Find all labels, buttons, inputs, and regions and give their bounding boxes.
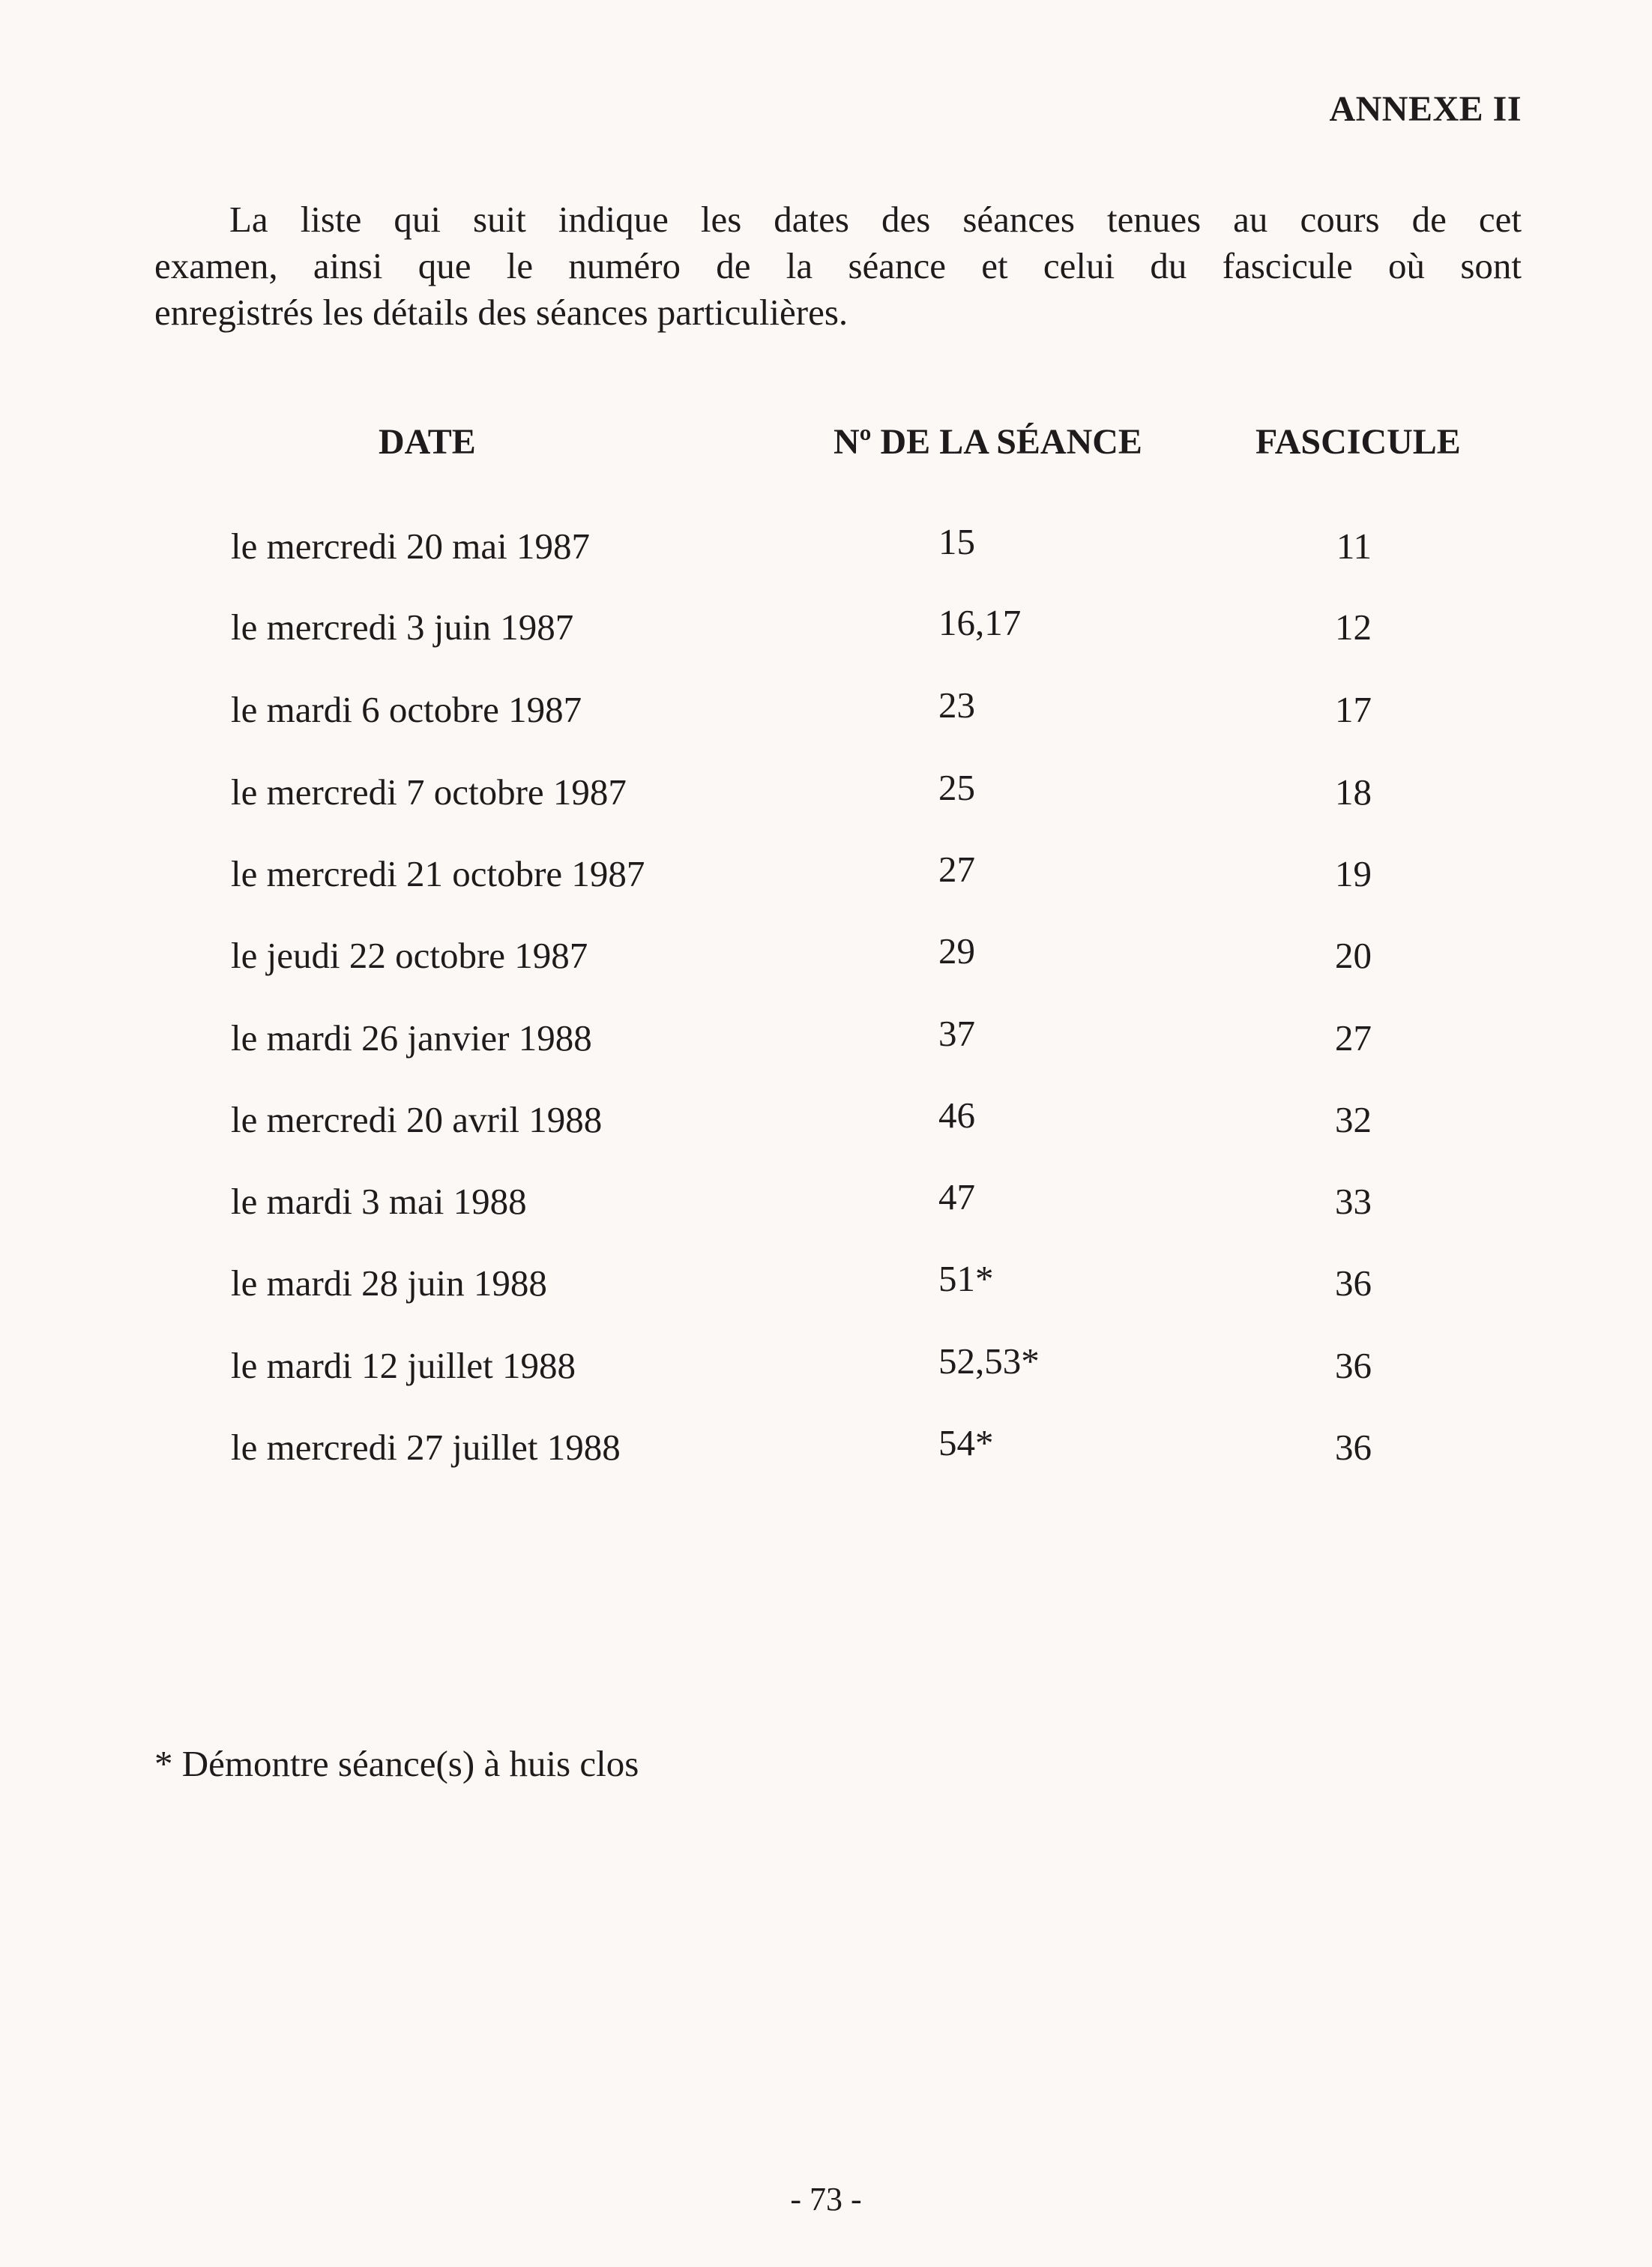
date-cell: le mardi 3 mai 1988 [231, 1181, 527, 1222]
table-row [0, 521, 1652, 577]
table-row [0, 684, 1652, 741]
date-cell: le mercredi 20 avril 1988 [231, 1099, 603, 1140]
fascicule-cell: 27 [1335, 1017, 1372, 1059]
table-row [0, 1340, 1652, 1397]
fascicule-cell: 12 [1335, 606, 1372, 648]
fascicule-cell: 33 [1335, 1181, 1372, 1222]
seance-cell: 47 [938, 1176, 975, 1217]
fascicule-cell: 32 [1335, 1099, 1372, 1140]
table-row [0, 602, 1652, 658]
annex-title: ANNEXE II [1329, 89, 1522, 129]
date-cell: le mercredi 20 mai 1987 [231, 526, 590, 567]
seance-cell: 54* [938, 1422, 994, 1463]
intro-line: examen, ainsi que le numéro de la séance et celui du fascicule où sont [154, 245, 1522, 286]
column-header-fascicule: FASCICULE [1255, 422, 1461, 462]
seance-cell: 37 [938, 1013, 975, 1054]
page-number: - 73 - [790, 2181, 862, 2218]
fascicule-cell: 19 [1335, 853, 1372, 894]
fascicule-cell: 18 [1335, 771, 1372, 813]
date-cell: le mardi 6 octobre 1987 [231, 689, 582, 730]
fascicule-cell: 36 [1335, 1427, 1372, 1468]
table-row [0, 1258, 1652, 1314]
fascicule-cell: 17 [1335, 689, 1372, 730]
table-row [0, 1013, 1652, 1069]
table-row [0, 849, 1652, 905]
date-cell: le jeudi 22 octobre 1987 [231, 935, 588, 976]
intro-line: enregistrés les détails des séances particulières. [154, 292, 848, 333]
column-header-date: DATE [379, 422, 476, 462]
table-row [0, 1422, 1652, 1478]
intro-line: La liste qui suit indique les dates des séances tenues au cours de cet [229, 199, 1522, 240]
seance-cell: 52,53* [938, 1340, 1040, 1382]
seance-cell: 15 [938, 521, 975, 562]
date-cell: le mercredi 3 juin 1987 [231, 606, 574, 648]
table-row [0, 767, 1652, 823]
date-cell: le mercredi 27 juillet 1988 [231, 1427, 621, 1468]
footnote: * Démontre séance(s) à huis clos [154, 1743, 639, 1784]
seance-cell: 25 [938, 767, 975, 808]
date-cell: le mercredi 21 octobre 1987 [231, 853, 645, 894]
date-cell: le mercredi 7 octobre 1987 [231, 771, 627, 813]
column-header-seance: Nº DE LA SÉANCE [833, 422, 1142, 462]
date-cell: le mardi 26 janvier 1988 [231, 1017, 592, 1059]
fascicule-cell: 20 [1335, 935, 1372, 976]
fascicule-cell: 36 [1335, 1345, 1372, 1386]
seance-cell: 51* [938, 1258, 994, 1299]
table-row [0, 1095, 1652, 1151]
seance-cell: 27 [938, 849, 975, 890]
date-cell: le mardi 28 juin 1988 [231, 1262, 547, 1304]
fascicule-cell: 11 [1336, 526, 1372, 567]
seance-cell: 16,17 [938, 602, 1022, 643]
seance-cell: 29 [938, 930, 975, 972]
fascicule-cell: 36 [1335, 1262, 1372, 1304]
seance-cell: 46 [938, 1095, 975, 1136]
seance-cell: 23 [938, 684, 975, 726]
table-row [0, 930, 1652, 987]
intro-paragraph [154, 196, 1522, 336]
table-row [0, 1176, 1652, 1232]
date-cell: le mardi 12 juillet 1988 [231, 1345, 576, 1386]
